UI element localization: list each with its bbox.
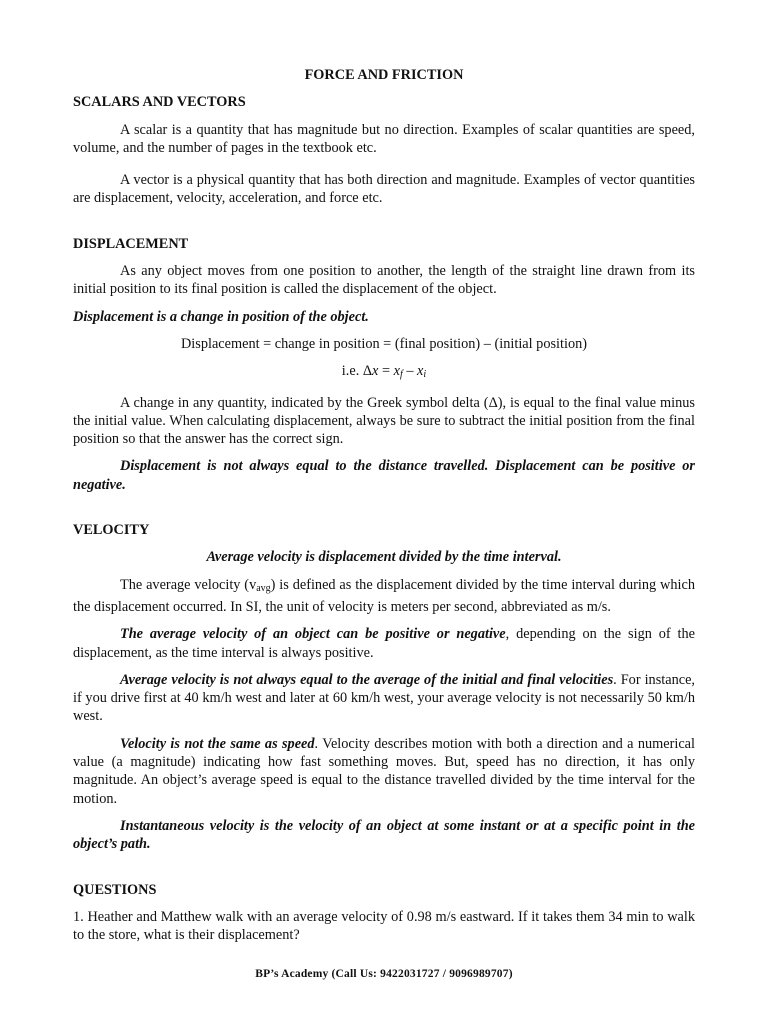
velocity-definition: Average velocity is displacement divided by the time interval. xyxy=(206,549,562,566)
paragraph-velocity-speed xyxy=(73,735,695,808)
page-title: FORCE AND FRICTION xyxy=(304,67,464,83)
paragraph-scalar: A scalar is a quantity that has magnitude but no direction. Examples of scalar quantities are speed, volume, and the number of pages in the textbook etc. xyxy=(73,121,695,156)
paragraph-vector: A vector is a physical quantity that has both direction and magnitude. Examples of vector quantities are displacement, velocity, acceleration, and force etc. xyxy=(73,172,695,207)
ie-xi: x xyxy=(417,363,424,380)
avg-velocity-text-a: The average velocity (v xyxy=(120,576,257,593)
velocity-speed-rest: . Velocity describes motion with both a direction and a numerical value (a magnitude) indicating how fast something moves. But, speed has no direction, it has only magnitude. An object’s average speed is equal to the distance travelled divided by the time interval for the motion. xyxy=(73,735,695,807)
paragraph-delta: A change in any quantity, indicated by the Greek symbol delta (Δ), is equal to the final value minus the initial value. When calculating displacement, always be sure to subtract the initial position from the final position so that the answer has the correct sign. xyxy=(73,394,695,448)
paragraph-average-velocity xyxy=(73,576,695,617)
displacement-formula: Displacement = change in position = (final position) – (initial position) xyxy=(180,335,588,352)
velocity-average-rest: . For instance, if you drive first at 40 km/h west and later at 60 km/h west, your average velocity is not necessarily 50 km/h west. xyxy=(73,671,696,725)
ie-xf: x xyxy=(393,363,400,380)
displacement-note: Displacement is not always equal to the distance travelled. Displacement can be positive or negative. xyxy=(73,458,695,493)
avg-subscript: avg xyxy=(256,582,271,594)
paragraph-instantaneous-velocity: Instantaneous velocity is the velocity of an object at some instant or at a specific point in the object’s path. xyxy=(73,817,695,853)
velocity-average-bold: Average velocity is not always equal to the average of the initial and final velocities xyxy=(120,671,614,688)
question-1: 1. Heather and Matthew walk with an average velocity of 0.98 m/s eastward. If it takes them 34 min to walk to the store, what is their displacement? xyxy=(73,908,695,944)
paragraph-velocity-average xyxy=(73,671,695,726)
paragraph-velocity-sign xyxy=(73,625,695,662)
ie-sub-f: f xyxy=(399,369,403,381)
paragraph-displacement-intro: As any object moves from one position to another, the length of the straight line drawn from its initial position to its final position is called the displacement of the object. xyxy=(73,263,695,298)
displacement-definition: Displacement is a change in position of the object. xyxy=(73,308,369,325)
page-footer: BP’s Academy (Call Us: 9422031727 / 9096989707) xyxy=(255,968,513,980)
ie-sub-i: i xyxy=(423,369,427,381)
avg-velocity-text-b: ) is defined as the displacement divided by the time interval during which the displacement occurred. In SI, the unit of velocity is meters per second, abbreviated as m/s. xyxy=(73,576,695,615)
displacement-ie-formula xyxy=(73,362,695,384)
heading-questions: QUESTIONS xyxy=(73,881,157,898)
ie-prefix: i.e. Δ xyxy=(341,363,373,380)
ie-x: x xyxy=(372,363,379,380)
velocity-sign-rest: , depending on the sign of the displacement, as the time interval is always positive. xyxy=(73,626,696,661)
heading-displacement: DISPLACEMENT xyxy=(73,235,189,252)
velocity-speed-bold: Velocity is not the same as speed xyxy=(120,735,315,752)
velocity-sign-bold: The average velocity of an object can be positive or negative xyxy=(120,626,506,643)
heading-scalars-vectors: SCALARS AND VECTORS xyxy=(73,94,246,111)
heading-velocity: VELOCITY xyxy=(73,522,150,539)
ie-eq: = xyxy=(378,363,394,380)
ie-minus: – xyxy=(402,363,418,380)
